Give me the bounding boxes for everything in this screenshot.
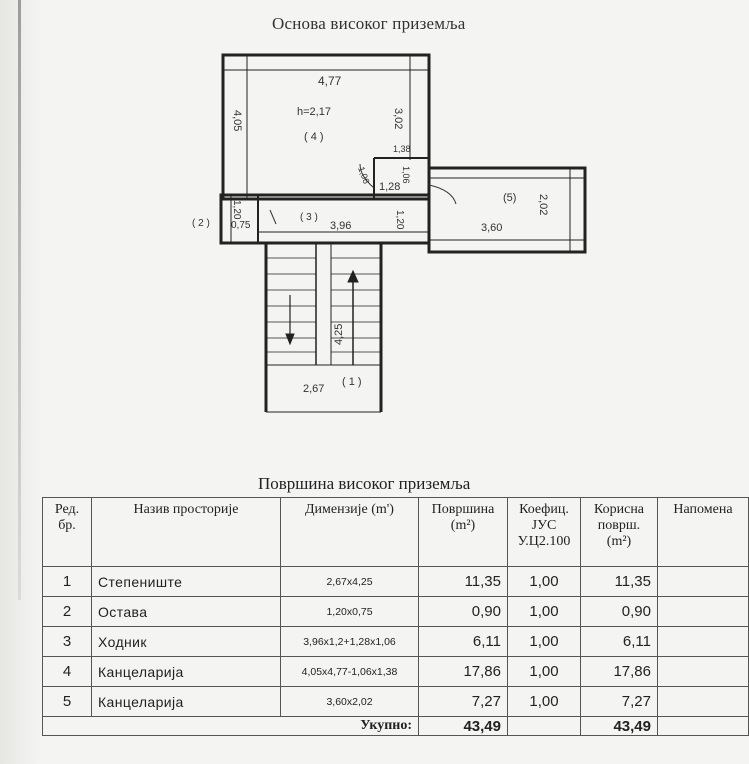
table-header-row — [43, 498, 749, 567]
header-dim: Димензије (m') — [281, 498, 419, 567]
cell-coef: 1,00 — [508, 657, 581, 687]
label-138: 1,38 — [393, 144, 411, 154]
cell-usable: 6,11 — [581, 627, 658, 657]
cell-note — [658, 597, 749, 627]
cell-name: Ходник — [92, 627, 281, 657]
label-top-width: 4,77 — [318, 74, 342, 88]
label-corridor-h: 1,20 — [394, 210, 405, 230]
label-room5-w: 3,60 — [481, 222, 503, 234]
header-coef: Коефиц. ЈУС У.Ц2.100 — [508, 498, 581, 567]
cell-area: 6,11 — [419, 627, 508, 657]
cell-area: 17,86 — [419, 657, 508, 687]
label-room4: ( 4 ) — [304, 131, 324, 143]
stair-arrows — [286, 271, 358, 365]
cell-coef: 1,00 — [508, 567, 581, 597]
cell-coef: 1,00 — [508, 597, 581, 627]
header-no: Ред. бр. — [43, 498, 92, 567]
label-room5-h: 2,02 — [537, 194, 549, 216]
room5-walls — [429, 168, 585, 252]
label-room3: ( 3 ) — [300, 212, 318, 223]
area-table — [42, 497, 749, 736]
cell-area: 7,27 — [419, 687, 508, 717]
total-row — [43, 717, 749, 736]
cell-no: 4 — [43, 657, 92, 687]
label-room2: ( 2 ) — [192, 218, 210, 229]
header-note: Напомена — [658, 498, 749, 567]
label-room5: (5) — [503, 192, 517, 204]
cell-area: 11,35 — [419, 567, 508, 597]
total-label: Укупно: — [43, 717, 419, 736]
cell-note — [658, 627, 749, 657]
cell-coef: 1,00 — [508, 687, 581, 717]
cell-note — [658, 687, 749, 717]
cell-name: Канцеларија — [92, 687, 281, 717]
cell-dim: 3,60x2,02 — [281, 687, 419, 717]
total-note-empty — [658, 717, 749, 736]
cell-dim: 1,20x0,75 — [281, 597, 419, 627]
label-right-height: 3,02 — [392, 108, 404, 130]
label-left-height: 4,05 — [231, 110, 243, 132]
cell-name: Остава — [92, 597, 281, 627]
cell-note — [658, 567, 749, 597]
label-128: 1,28 — [379, 181, 401, 193]
label-height: h=2,17 — [297, 106, 331, 118]
cell-name: Степениште — [92, 567, 281, 597]
label-room2-w: 0,75 — [231, 220, 251, 231]
table-row — [43, 657, 749, 687]
cell-no: 1 — [43, 567, 92, 597]
total-area: 43,49 — [419, 717, 508, 736]
label-106a: 1,06 — [356, 165, 372, 186]
cell-coef: 1,00 — [508, 627, 581, 657]
plan-title: Основа високог приземља — [272, 14, 466, 33]
cell-dim: 3,96x1,2+1,28x1,06 — [281, 627, 419, 657]
table-row — [43, 627, 749, 657]
table-row — [43, 687, 749, 717]
cell-usable: 11,35 — [581, 567, 658, 597]
cell-no: 5 — [43, 687, 92, 717]
cell-usable: 0,90 — [581, 597, 658, 627]
cell-name: Канцеларија — [92, 657, 281, 687]
total-usable: 43,49 — [581, 717, 658, 736]
header-name: Назив просторије — [92, 498, 281, 567]
label-room1: ( 1 ) — [342, 376, 362, 388]
label-corridor-w: 3,96 — [330, 220, 352, 232]
header-usable: Корисна површ. (m²) — [581, 498, 658, 567]
cell-note — [658, 657, 749, 687]
table-row — [43, 567, 749, 597]
cell-area: 0,90 — [419, 597, 508, 627]
cell-usable: 7,27 — [581, 687, 658, 717]
label-room2-h: 1,20 — [231, 200, 242, 220]
table-title: Површина високог приземља — [258, 474, 471, 493]
total-coef-empty — [508, 717, 581, 736]
cell-no: 3 — [43, 627, 92, 657]
header-area: Површина (m²) — [419, 498, 508, 567]
label-stair-w: 2,67 — [303, 383, 325, 395]
cell-usable: 17,86 — [581, 657, 658, 687]
label-106b: 1,06 — [401, 166, 411, 184]
table-row — [43, 597, 749, 627]
cell-dim: 2,67x4,25 — [281, 567, 419, 597]
label-stair-h: 4,25 — [333, 323, 345, 345]
cell-no: 2 — [43, 597, 92, 627]
cell-dim: 4,05x4,77-1,06x1,38 — [281, 657, 419, 687]
